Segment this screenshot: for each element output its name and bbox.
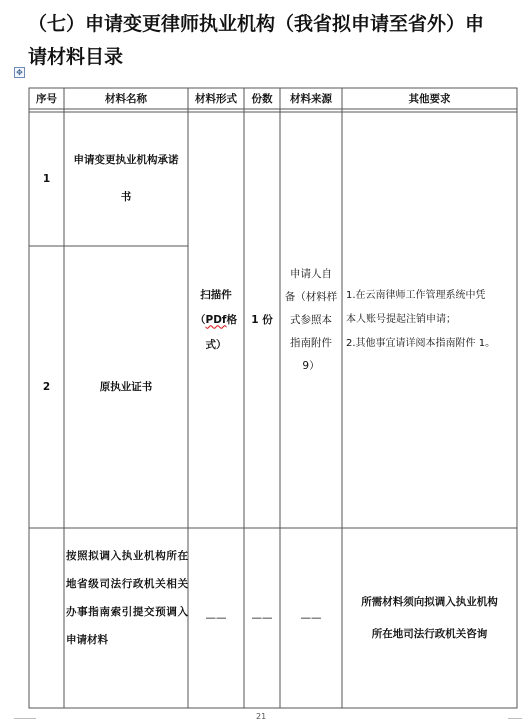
form-line-2 bbox=[195, 308, 237, 333]
other-line-1: 1.在云南律师工作管理系统中凭 bbox=[346, 290, 486, 301]
merged-source bbox=[280, 112, 342, 528]
row3-seq bbox=[29, 528, 64, 708]
form-line-1: 扫描件 bbox=[200, 288, 232, 301]
merged-copies: 1 份 bbox=[251, 314, 273, 326]
other-line-3: 2.其他事宜请详阅本指南附件 1。 bbox=[346, 338, 496, 349]
form-paren: （ bbox=[195, 313, 206, 326]
row1-seq: 1 bbox=[42, 173, 51, 185]
header-other: 其他要求 bbox=[408, 92, 451, 105]
merged-other bbox=[346, 112, 516, 528]
row3-name: 按照拟调入执业机构所在地省级司法行政机关相关办事指南索引提交预调入申请材料 bbox=[66, 550, 188, 646]
row3-source: —— bbox=[300, 612, 322, 624]
header-form: 材料形式 bbox=[195, 92, 237, 105]
header-copies: 份数 bbox=[251, 92, 273, 105]
row3-other bbox=[342, 528, 517, 708]
other-line-2: 本人账号提起注销申请； bbox=[346, 314, 456, 325]
title-line-1: （七）申请变更律师执业机构（我省拟申请至省外）申 bbox=[28, 13, 485, 35]
form-suffix: 格 bbox=[226, 313, 237, 326]
row3-copies: —— bbox=[251, 612, 273, 624]
merged-form bbox=[188, 112, 244, 528]
title-line-2: 请材料目录 bbox=[28, 46, 124, 68]
row3-form: —— bbox=[205, 612, 227, 624]
form-line-3: 式） bbox=[205, 338, 227, 351]
header-seq: 序号 bbox=[36, 92, 57, 105]
source-line-5: 9） bbox=[302, 359, 320, 372]
header-name: 材料名称 bbox=[105, 92, 147, 105]
move-handle-icon[interactable]: ✥ bbox=[14, 67, 25, 78]
source-line-1: 申请人自 bbox=[290, 267, 332, 280]
page-number: 21 bbox=[256, 712, 267, 721]
header-source: 材料来源 bbox=[290, 92, 332, 105]
footer-rule-right bbox=[508, 718, 522, 719]
source-line-2: 备（材料样 bbox=[284, 290, 338, 303]
source-line-4: 指南附件 bbox=[290, 336, 332, 349]
row1-name: 申请变更执业机构承诺书 bbox=[73, 154, 179, 203]
row2-seq: 2 bbox=[42, 381, 51, 393]
footer-rule-left bbox=[14, 718, 36, 719]
form-format: PDf bbox=[205, 313, 227, 326]
row3-other-line-2: 所在地司法行政机关咨询 bbox=[371, 628, 488, 640]
row3-other-line-1: 所需材料须向拟调入执业机构 bbox=[361, 596, 498, 608]
source-line-3: 式参照本 bbox=[290, 313, 332, 326]
row2-name: 原执业证书 bbox=[99, 381, 153, 393]
